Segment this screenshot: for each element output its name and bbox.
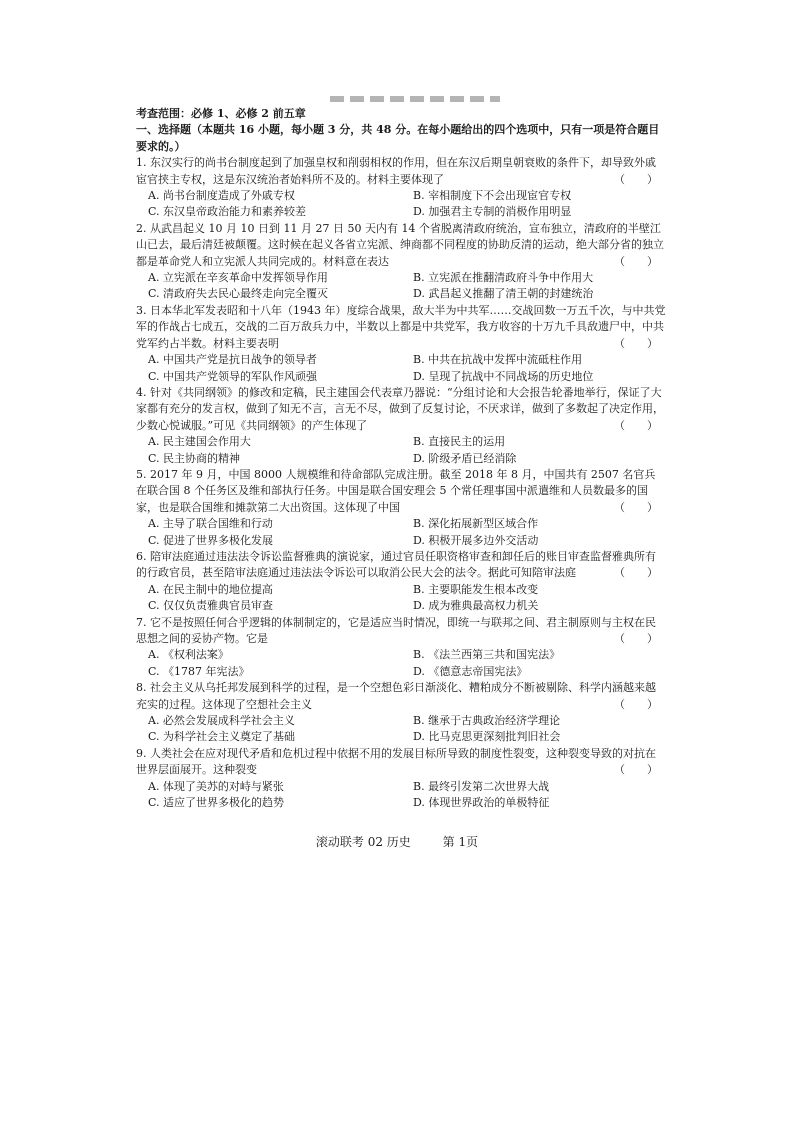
option-b: B. 最终引发第二次世界大战 <box>413 779 550 793</box>
option-c: C. 促进了世界多极化发展 <box>148 533 274 547</box>
question-3 <box>136 303 666 385</box>
answer-blank: （ ） <box>614 566 658 580</box>
question-stem: 9. 人类社会在应对现代矛盾和危机过程中依据不用的发展目标所导致的制度性裂变，这种裂变导致的对抗在世界层面展开。这种裂变 （ ） <box>136 746 666 779</box>
question-stem: 7. 它不是按照任何合乎逻辑的体制制定的，它是适应当时情况，即统一与联邦之间、君主制原则与主权在民思想之间的妥协产物。它是 （ ） <box>136 615 666 648</box>
question-stem: 3. 日本华北军发表昭和十八年（1943 年）度综合战果，敌大半为中共军……交战回数一万五千次，与中共党军的作战占七成五，交战的二百万敌兵力中，半数以上都是中共党军，我方收容的十万九千具敌遗尸中，中共党军约占半数。材料主要表明 （ ） <box>136 303 666 352</box>
answer-blank: （ ） <box>614 172 658 186</box>
option-d: D. 成为雅典最高权力机关 <box>413 599 539 613</box>
option-d: D. 武昌起义推翻了清王朝的封建统治 <box>413 287 594 301</box>
option-a: A. 民主建国会作用大 <box>148 435 251 449</box>
option-c: C. 民主协商的精神 <box>148 451 241 465</box>
option-a: A. 中国共产党是抗日战争的领导者 <box>148 353 317 367</box>
options <box>136 779 666 812</box>
option-b: B. 主要职能发生根本改变 <box>413 582 539 596</box>
options <box>136 434 666 467</box>
faded-header-text <box>330 96 500 102</box>
question-stem: 6. 陪审法庭通过违法法令诉讼监督雅典的演说家，通过官员任职资格审查和卸任后的账目审查监督雅典所有的行政官员，甚至陪审法庭通过违法法令诉讼可以取消公民大会的法令。据此可知陪审法庭 （ ） <box>136 549 666 582</box>
options <box>136 516 666 549</box>
answer-blank: （ ） <box>614 763 658 777</box>
option-d: D. 阶级矛盾已经消除 <box>413 451 517 465</box>
option-a: A. 《权利法案》 <box>148 648 229 662</box>
option-d: D. 体现世界政治的单极特征 <box>413 796 550 810</box>
question-7 <box>136 615 666 681</box>
question-4 <box>136 385 666 467</box>
answer-blank: （ ） <box>614 500 658 514</box>
question-stem: 4. 针对《共同纲领》的修改和定稿，民主建国会代表章乃器说：“分组讨论和大会报告轮番地举行，保证了大家都有充分的发言权，做到了知无不言，言无不尽，做到了反复讨论，不厌求详，做到了多数起了决定作用，少数心悦诚服。”可见《共同纲领》的产生体现了 （ ） <box>136 385 666 434</box>
question-6 <box>136 549 666 615</box>
answer-blank: （ ） <box>614 336 658 350</box>
option-b: B. 深化拓展新型区域合作 <box>413 517 539 531</box>
option-b: B. 继承于古典政治经济学理论 <box>413 714 561 728</box>
page-number: 第 1页 <box>442 835 479 849</box>
option-d: D. 《德意志帝国宪法》 <box>413 664 528 678</box>
option-c: C. 清政府失去民心最终走向完全覆灭 <box>148 287 329 301</box>
option-c: C. 东汉皇帝政治能力和素养较差 <box>148 205 307 219</box>
question-stem: 5. 2017 年 9 月，中国 8000 人规模维和待命部队完成注册。截至 2018 年 8 月，中国共有 2507 名官兵在联合国 8 个任务区及维和部执行任务。中国是联合国安理会 5 个常任理事国中派遣维和人员数最多的国家，也是联合国维和摊款第二大出资国。这体现了中国 （ ） <box>136 467 666 516</box>
option-a: A. 尚书台制度造成了外戚专权 <box>148 189 295 203</box>
option-a: A. 必然会发展成科学社会主义 <box>148 714 295 728</box>
option-d: D. 加强君主专制的消极作用明显 <box>413 205 572 219</box>
options <box>136 582 666 615</box>
exam-scope: 考查范围：必修 1、必修 2 前五章 <box>136 107 306 120</box>
question-1 <box>136 155 666 221</box>
answer-blank: （ ） <box>614 254 658 268</box>
option-a: A. 在民主制中的地位提高 <box>148 582 273 596</box>
option-b: B. 立宪派在推翻清政府斗争中作用大 <box>413 271 594 285</box>
option-d: D. 比马克思更深刻批判旧社会 <box>413 730 561 744</box>
option-b: B. 《法兰西第三共和国宪法》 <box>413 648 561 662</box>
option-a: A. 主导了联合国维和行动 <box>148 517 273 531</box>
option-c: C. 仅仅负责雅典官员审查 <box>148 599 274 613</box>
page-footer <box>0 833 794 850</box>
options <box>136 647 666 680</box>
option-b: B. 中共在抗战中发挥中流砥柱作用 <box>413 353 583 367</box>
option-c: C. 中国共产党领导的军队作风顽强 <box>148 369 318 383</box>
question-8 <box>136 680 666 746</box>
question-5 <box>136 467 666 549</box>
answer-blank: （ ） <box>614 697 658 711</box>
question-2 <box>136 221 666 303</box>
section-title: 一、选择题（本题共 16 小题，每小题 3 分，共 48 分。在每小题给出的四个选项中，只有一项是符合题目要求的。） <box>136 123 660 153</box>
exam-content <box>136 106 666 811</box>
options <box>136 188 666 221</box>
option-c: C. 为科学社会主义奠定了基础 <box>148 730 296 744</box>
options <box>136 352 666 385</box>
question-9 <box>136 746 666 812</box>
option-c: C. 适应了世界多极化的趋势 <box>148 796 285 810</box>
option-b: B. 直接民主的运用 <box>413 435 506 449</box>
options <box>136 270 666 303</box>
option-a: A. 体现了美苏的对峙与紧张 <box>148 779 284 793</box>
option-b: B. 宰相制度下不会出现宦官专权 <box>413 189 572 203</box>
option-d: D. 呈现了抗战中不同战场的历史地位 <box>413 369 594 383</box>
option-d: D. 积极开展多边外交活动 <box>413 533 539 547</box>
answer-blank: （ ） <box>614 418 658 432</box>
options <box>136 713 666 746</box>
question-stem: 8. 社会主义从乌托邦发展到科学的过程，是一个空想色彩日渐淡化、糟粕成分不断被剔除、科学内涵越来越充实的过程。这体现了空想社会主义 （ ） <box>136 680 666 713</box>
answer-blank: （ ） <box>614 632 658 645</box>
question-stem: 2. 从武昌起义 10 月 10 日到 11 月 27 日 50 天内有 14 个省脱离清政府统治，宣布独立，清政府的半壁江山已去，最后清廷被颠覆。这时候在起义各省立宪派、绅商都不同程度的协助反清的运动，绝大部分省的独立都是革命党人和立宪派人共同完成的。材料意在表达 （ ） <box>136 221 666 270</box>
option-a: A. 立宪派在辛亥革命中发挥领导作用 <box>148 271 328 285</box>
question-stem: 1. 东汉实行的尚书台制度起到了加强皇权和削弱相权的作用，但在东汉后期皇朝衰败的条件下，却导致外戚宦官挟主专权，这是东汉统治者始料所不及的。材料主要体现了 （ ） <box>136 155 666 188</box>
exam-name: 滚动联考 02 历史 <box>315 835 411 849</box>
option-c: C. 《1787 年宪法》 <box>148 664 250 678</box>
